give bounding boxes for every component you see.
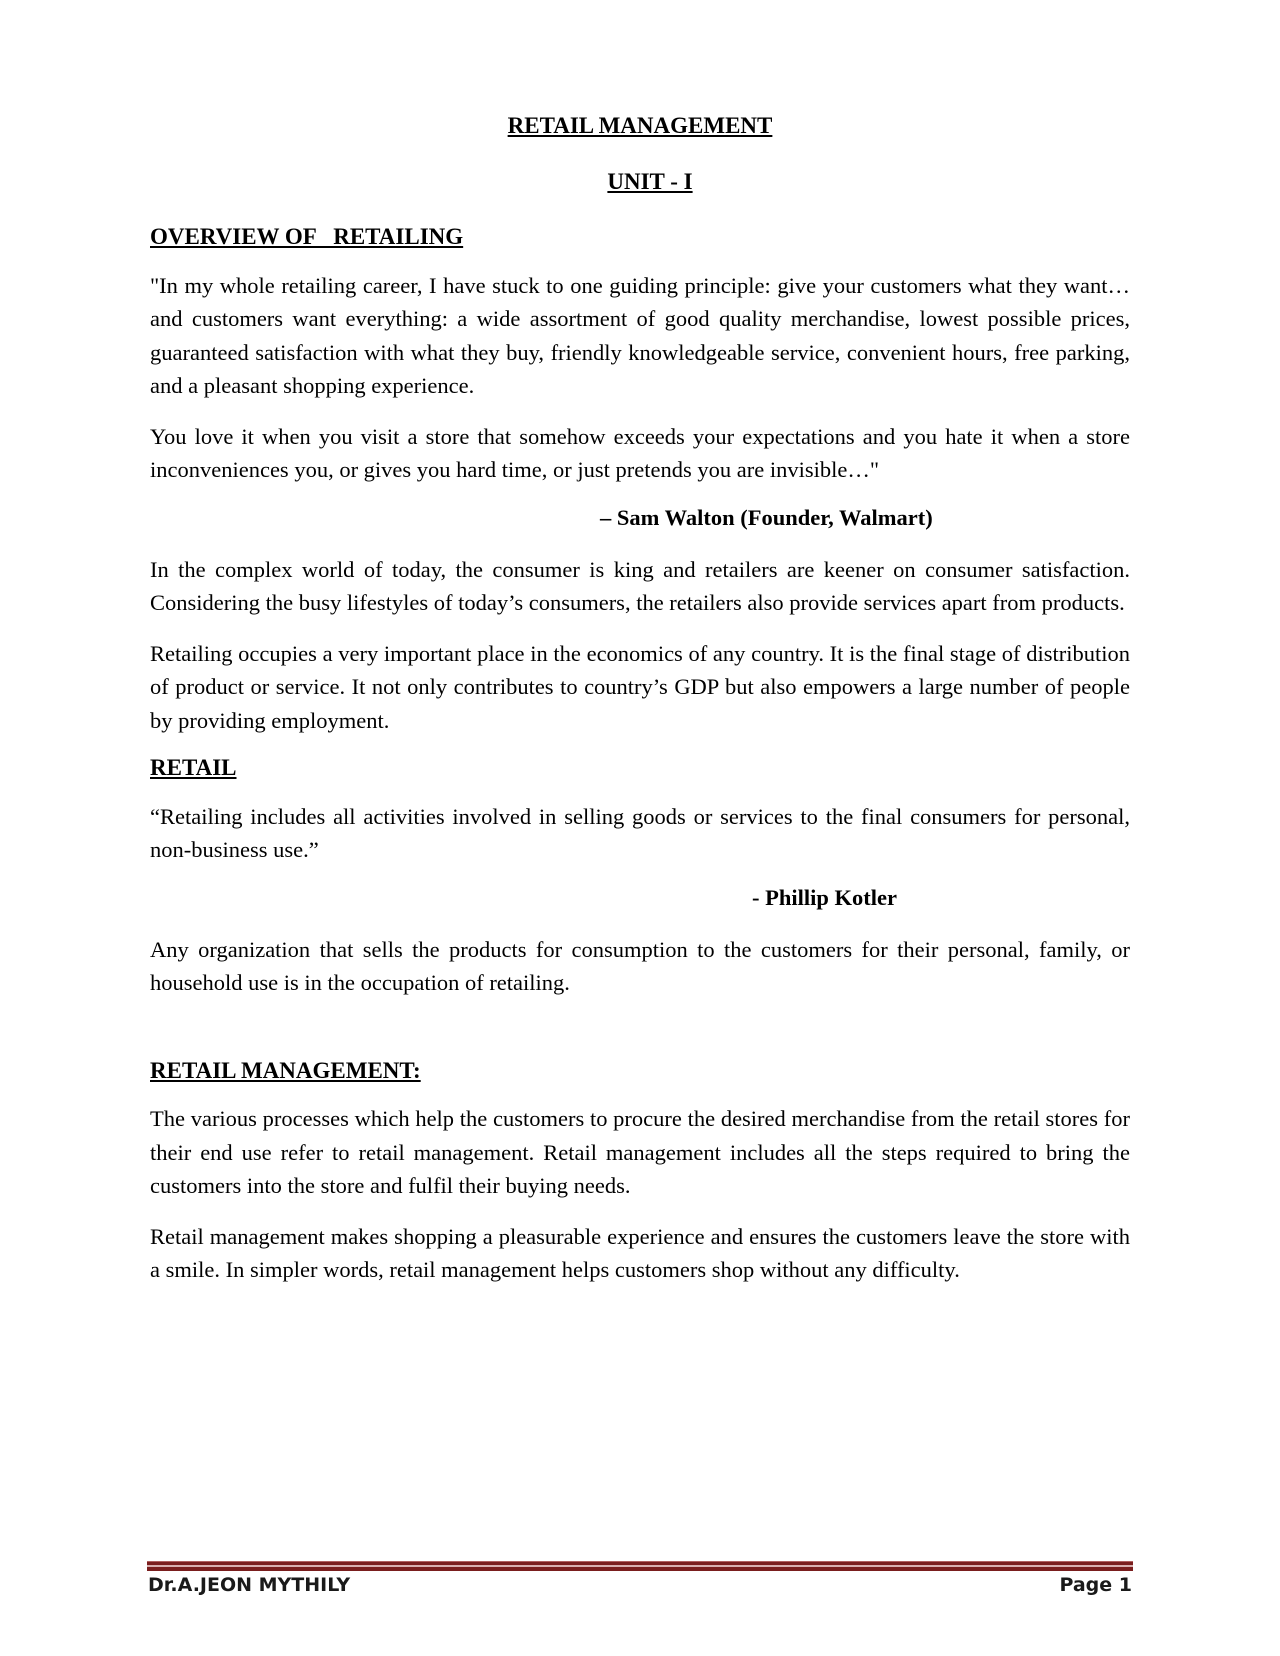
section-heading-overview: OVERVIEW OF RETAILING [150, 224, 464, 250]
paragraph: You love it when you visit a store that somehow exceeds your expectations and you hate it when a store inconveniences you, or gives you hard time, or just pretends you are invisible…" [150, 423, 1130, 483]
paragraph: In the complex world of today, the consumer is king and retailers are keener on consumer satisfaction. Considering the busy lifestyles of today’s consumers, the retailers also provide services apart from products. [150, 556, 1130, 616]
quote-attribution: – Sam Walton (Founder, Walmart) [600, 504, 933, 530]
paragraph: Retailing occupies a very important place in the economics of any country. It is the final stage of distribution of product or service. It not only contributes to country’s GDP but also empowers a large number of people by providing employment. [150, 640, 1130, 733]
footer-divider [147, 1561, 1133, 1571]
paragraph: “Retailing includes all activities involved in selling goods or services to the final consumers for personal, non-business use.” [150, 803, 1130, 863]
footer-author: Dr.A.JEON MYTHILY [148, 1574, 351, 1596]
section-heading-retail-management: RETAIL MANAGEMENT: [150, 1057, 421, 1083]
unit-heading: UNIT - I [607, 168, 693, 194]
paragraph: Retail management makes shopping a pleasurable experience and ensures the customers leave the store with a smile. In simpler words, retail management helps customers shop without any difficulty. [150, 1223, 1130, 1283]
quote-attribution: - Phillip Kotler [752, 884, 897, 910]
page-number: Page 1 [1059, 1574, 1132, 1596]
paragraph: The various processes which help the customers to procure the desired merchandise from the retail stores for their end use refer to retail management. Retail management includes all the steps required to bring the customers into the store and fulfil their buying needs. [150, 1106, 1130, 1199]
document-title: RETAIL MANAGEMENT [507, 113, 773, 138]
page-footer [148, 1574, 1132, 1596]
spacer [150, 1017, 1130, 1057]
paragraph: "In my whole retailing career, I have stuck to one guiding principle: give your customers what they want…and customers want everything: a wide assortment of good quality merchandise, lowest possible prices, guaranteed satisfaction with what they buy, friendly knowledgeable service, convenient hours, free parking, and a pleasant shopping experience. [150, 272, 1130, 399]
document-page [150, 112, 1130, 1304]
paragraph: Any organization that sells the products for consumption to the customers for their personal, family, or household use is in the occupation of retailing. [150, 936, 1130, 996]
section-heading-retail: RETAIL [150, 755, 237, 781]
